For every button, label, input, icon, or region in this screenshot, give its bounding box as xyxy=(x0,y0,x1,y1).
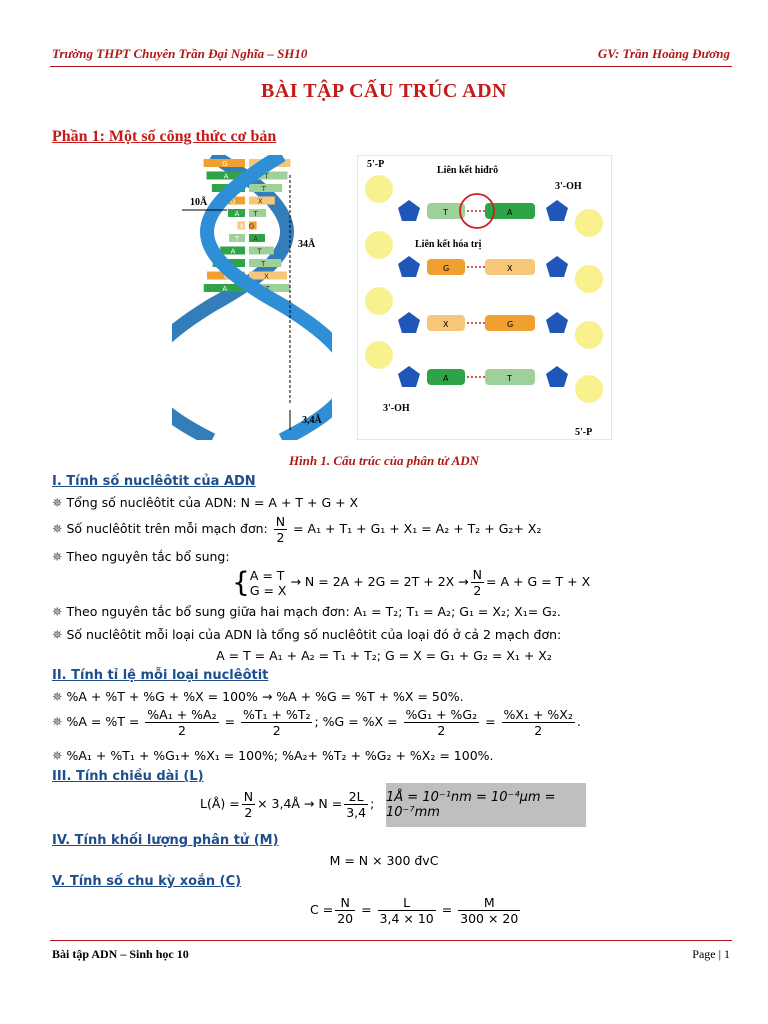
base-letter: T xyxy=(235,235,240,243)
section-4-heading: IV. Tính khối lượng phân tử (M) xyxy=(52,833,279,848)
phosphate-group xyxy=(365,231,393,259)
unit-conversion-box: 1Å = 10⁻¹nm = 10⁻⁴µm = 10⁻⁷mm xyxy=(386,783,586,827)
part-heading: Phần 1: Một số công thức cơ bản xyxy=(52,128,277,145)
label-3oh-bottom: 3'-OH xyxy=(383,403,410,414)
base-letter: X xyxy=(507,264,513,273)
base-letter: A xyxy=(223,172,229,181)
dna-helix-figure xyxy=(172,155,332,440)
base-letter: G xyxy=(507,320,514,329)
base-letter: T xyxy=(264,172,269,181)
section-3-heading: III. Tính chiều dài (L) xyxy=(52,769,204,784)
footer-rule xyxy=(50,940,732,941)
label-3oh-top: 3'-OH xyxy=(555,181,582,192)
base-letter: G xyxy=(248,222,255,231)
s1-line-4: ✵ Theo nguyên tắc bổ sung giữa hai mạch đơn: A₁ = T₂; T₁ = A₂; G₁ = X₂; X₁= G₂. xyxy=(52,604,561,619)
phosphate-group xyxy=(575,375,603,403)
s2-line-2: ✵ %A = %T = $\frac{\text{\%A₁ + \%A₂}}{2}$ = $\frac{\text{\%T₁ + \%T₂}}{2}$ ; %G = %X = $\frac{\text{\%G₁ + \%G₂}}{2}$ = $\frac{\text{\%X₁ + \%X₂}}{2}$ . xyxy=(52,707,581,738)
s2-line-1: ✵ %A + %T + %G + %X = 100% → %A + %G = %T + %X = 50%. xyxy=(52,689,464,704)
label-10A: 10Å xyxy=(190,197,208,208)
phosphate-group xyxy=(365,341,393,369)
base-letter: A xyxy=(226,260,232,268)
phosphate-group xyxy=(575,321,603,349)
s1-system: {A = T G = X → N = 2A + 2G = 2T + 2X → $\frac{N}{2}$ = A + G = T + X xyxy=(232,565,591,599)
base-letter: X xyxy=(257,197,263,206)
label-5p-bottom: 5'-P xyxy=(575,427,593,438)
base-letter: T xyxy=(261,260,266,268)
base-letter: A xyxy=(222,285,228,293)
phosphate-group xyxy=(365,287,393,315)
base-letter: A xyxy=(443,374,449,383)
phosphate-group xyxy=(365,175,393,203)
base-letter: A xyxy=(226,185,232,193)
s2-line-3: ✵ %A₁ + %T₁ + %G₁+ %X₁ = 100%; %A₂+ %T₂ + %G₂ + %X₂ = 100%. xyxy=(52,748,494,763)
base-letter: G xyxy=(230,197,236,206)
figure-caption: Hình 1. Cấu trúc của phân tử ADN xyxy=(288,453,480,468)
s1-line-5: ✵ Số nuclêôtit mỗi loại của ADN là tổng số nuclêôtit của loại đó ở cả 2 mạch đơn: xyxy=(52,627,562,642)
base-letter: X xyxy=(263,272,269,281)
base-letter: X xyxy=(443,320,449,329)
section-2-heading: II. Tính tỉ lệ mỗi loại nuclêôtit xyxy=(52,668,269,683)
base-letter: A xyxy=(507,208,513,217)
page-number: Page | 1 xyxy=(692,947,730,961)
footer-title: Bài tập ADN – Sinh học 10 xyxy=(52,947,189,961)
s1-line-1: ✵ Tổng số nuclêôtit của ADN: N = A + T + G + X xyxy=(52,495,359,510)
label-3-4A: 3,4Å xyxy=(302,415,322,426)
nucleotide-chain-figure xyxy=(357,155,612,440)
base-letter: X xyxy=(265,160,271,168)
label-5p-top: 5'-P xyxy=(367,159,385,170)
s1-line-6: A = T = A₁ + A₂ = T₁ + T₂; G = X = G₁ + G₂ = X₁ + X₂ xyxy=(216,648,552,663)
base-letter: T xyxy=(261,185,266,193)
base-letter: G xyxy=(443,264,450,273)
base-letter: T xyxy=(265,285,270,293)
base-letter: X xyxy=(239,222,245,231)
header-school: Trường THPT Chuyên Trần Đại Nghĩa – SH10 xyxy=(52,46,308,61)
s5-formula: C = $\frac{N}{20}$ = $\frac{L}{3,4 \times 10}$ = $\frac{M}{300 \times 20}$ xyxy=(310,895,519,926)
label-covalent: Liên kết hóa trị xyxy=(415,239,482,250)
base-letter: A xyxy=(230,247,236,256)
section-5-heading: V. Tính số chu kỳ xoắn (C) xyxy=(52,874,242,889)
base-letter: T xyxy=(253,210,258,218)
base-letter: G xyxy=(224,272,230,281)
s3-formula: L(Å) = $\frac{N}{2}$ × 3,4Å → N = $\frac{2L}{3,4}$ ; xyxy=(200,789,375,820)
base-letter: T xyxy=(507,374,512,383)
phosphate-group xyxy=(575,209,603,237)
s4-formula: M = N × 300 đvC xyxy=(329,853,439,868)
header-teacher: GV: Trần Hoàng Đương xyxy=(597,46,730,61)
page-title: BÀI TẬP CẤU TRÚC ADN xyxy=(261,80,507,102)
s1-line-2: ✵ Số nuclêôtit trên mỗi mạch đơn: $\frac{N}{2}$ = A₁ + T₁ + G₁ + X₁ = A₂ + T₂ + G₂+ X₂ xyxy=(52,514,542,545)
section-1-heading: I. Tính số nuclêôtit của ADN xyxy=(52,474,256,489)
base-letter: T xyxy=(443,208,448,217)
phosphate-group xyxy=(575,265,603,293)
base-letter: A xyxy=(234,210,240,218)
header-rule xyxy=(50,66,732,67)
base-letter: T xyxy=(257,247,262,256)
label-hbond: Liên kết hiđrô xyxy=(437,165,499,176)
base-letter: G xyxy=(222,160,228,168)
base-letter: A xyxy=(252,235,258,243)
label-34A: 34Å xyxy=(298,239,316,250)
s1-line-3: ✵ Theo nguyên tắc bổ sung: xyxy=(52,549,230,564)
